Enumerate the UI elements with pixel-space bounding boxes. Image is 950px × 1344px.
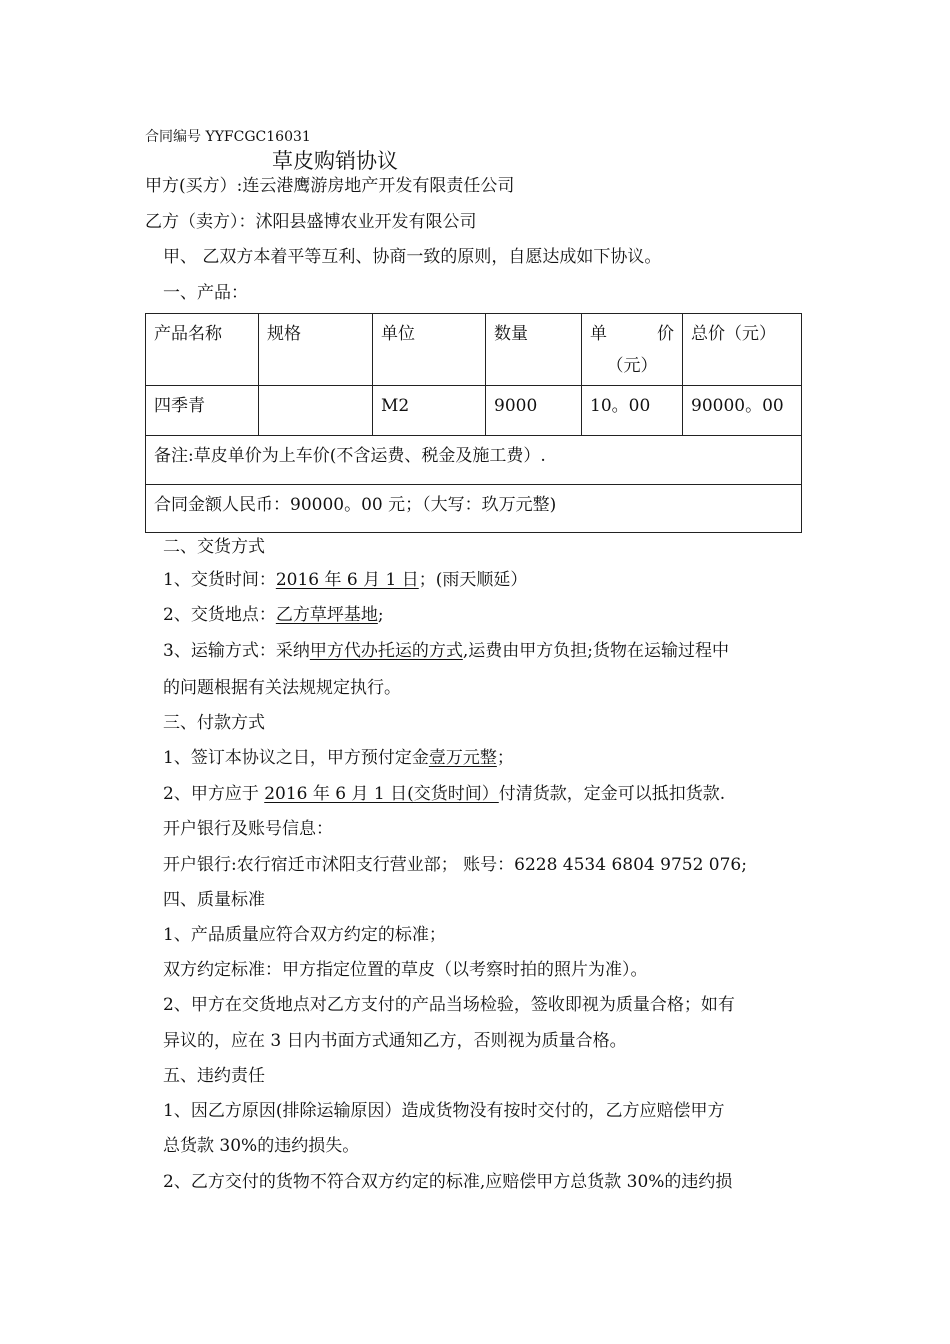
cell-quantity: 9000 [486, 386, 582, 436]
delivery-place-end: ; [377, 605, 384, 625]
delivery-time [163, 568, 527, 592]
payment-label: 2、甲方应于 [163, 784, 265, 804]
document-title: 草皮购销协议 [272, 149, 398, 173]
table-row [146, 386, 802, 436]
party-a: 甲方(买方）:连云港鹰游房地产开发有限责任公司 [145, 176, 515, 196]
transport-method-cont: 的问题根据有关法规规定执行。 [163, 678, 401, 698]
section2-heading: 二、交货方式 [163, 537, 265, 557]
header-unit-price [582, 314, 683, 386]
quality-item2-cont: 异议的，应在 3 日内书面方式通知乙方，否则视为质量合格。 [163, 1031, 627, 1051]
delivery-time-value: 2016 年 6 月 1 日 [275, 570, 419, 590]
section5-heading: 五、违约责任 [163, 1066, 265, 1086]
header-spec: 规格 [259, 314, 373, 386]
deposit-clause [163, 746, 514, 770]
header-unit-price-a: 单 [590, 324, 607, 344]
transport-method-text: ,运费由甲方负担;货物在运输过程中 [462, 641, 729, 661]
cell-product-name: 四季青 [146, 386, 259, 436]
transport-method [163, 639, 729, 663]
transport-method-value: 甲方代办托运的方式 [309, 641, 463, 661]
product-table [145, 313, 802, 533]
party-b: 乙方（卖方）：沭阳县盛博农业开发有限公司 [145, 212, 477, 232]
table-header-row [146, 314, 802, 386]
delivery-place-label: 2、交货地点： [163, 605, 276, 625]
cell-unit: M2 [373, 386, 486, 436]
deposit-value: 壹万元整 [428, 748, 497, 768]
quality-item2: 2、甲方在交货地点对乙方支付的产品当场检验，签收即视为质量合格；如有 [163, 995, 735, 1015]
delivery-place [163, 603, 384, 627]
table-note: 备注:草皮单价为上车价(不含运费、税金及施工费）. [146, 436, 802, 485]
breach-item2: 2、乙方交付的货物不符合双方约定的标准,应赔偿甲方总货款 30%的违约损 [163, 1172, 733, 1192]
breach-item1-cont: 总货款 30%的违约损失。 [163, 1136, 360, 1156]
cell-spec [259, 386, 373, 436]
delivery-time-label: 1、交货时间： [163, 570, 276, 590]
contract-amount: 合同金额人民币：90000。00 元；（大写：玖万元整) [146, 485, 802, 533]
payment-clause [163, 782, 725, 806]
payment-text: 付清货款，定金可以抵扣货款. [498, 784, 726, 804]
delivery-time-note: ；(雨天顺延） [418, 570, 528, 590]
section3-heading: 三、付款方式 [163, 713, 265, 733]
quality-standard: 双方约定标准：甲方指定位置的草皮（以考察时拍的照片为准）。 [163, 960, 648, 980]
bank-info: 开户银行:农行宿迁市沭阳支行营业部； 账号：6228 4534 6804 9752 076; [163, 855, 747, 875]
header-quantity: 数量 [486, 314, 582, 386]
deposit-end: ； [496, 748, 514, 768]
breach-item1: 1、因乙方原因(排除运输原因）造成货物没有按时交付的，乙方应赔偿甲方 [163, 1101, 725, 1121]
delivery-place-value: 乙方草坪基地 [275, 605, 378, 625]
deposit-label: 1、签订本协议之日，甲方预付定金 [163, 748, 429, 768]
cell-total: 90000。00 [683, 386, 802, 436]
table-amount-row [146, 485, 802, 533]
transport-method-label: 3、运输方式：采纳 [163, 641, 310, 661]
header-unit-price-c: （元） [606, 356, 658, 376]
table-note-row [146, 436, 802, 485]
intro-paragraph: 甲、 乙双方本着平等互利、协商一致的原则，自愿达成如下协议。 [163, 247, 662, 267]
quality-item1: 1、产品质量应符合双方约定的标准； [163, 925, 446, 945]
header-total: 总价（元） [683, 314, 802, 386]
header-unit: 单位 [373, 314, 486, 386]
header-product-name: 产品名称 [146, 314, 259, 386]
header-unit-price-b: 价 [657, 324, 674, 344]
payment-date: 2016 年 6 月 1 日(交货时间） [264, 784, 499, 804]
bank-heading: 开户银行及账号信息： [163, 819, 333, 839]
cell-unit-price: 10。00 [582, 386, 683, 436]
section1-heading: 一、产品： [163, 283, 248, 303]
contract-number: 合同编号 YYFCGC16031 [145, 129, 311, 145]
section4-heading: 四、质量标准 [163, 890, 265, 910]
